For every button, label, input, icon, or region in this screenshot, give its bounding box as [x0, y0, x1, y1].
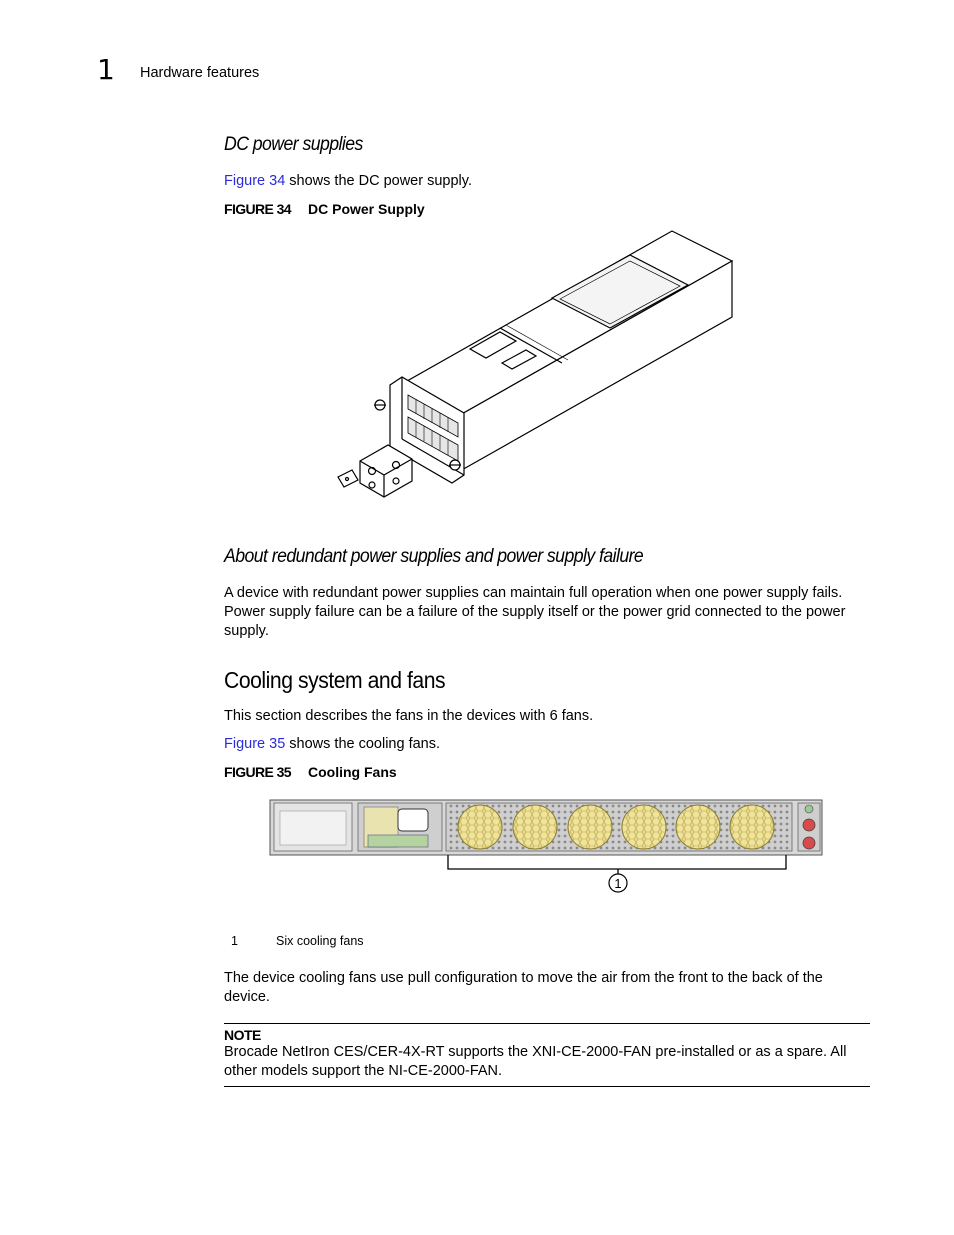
- dc-intro-text: shows the DC power supply.: [285, 173, 472, 189]
- redundant-power-paragraph: A device with redundant power supplies can maintain full operation when one power supply fails. Power supply failure can be a failure of the supply itself or the power grid connected to the power supply.: [224, 585, 846, 639]
- note-text: Brocade NetIron CES/CER-4X-RT supports the XNI-CE-2000-FAN pre-installed or as a spare. All other models support the NI-CE-2000-FAN.: [224, 1044, 847, 1079]
- cooling-fans-illustration: [268, 797, 828, 897]
- cooling-figure-intro-text: shows the cooling fans.: [285, 736, 441, 752]
- dc-power-supply-illustration: [330, 225, 740, 500]
- figure-34-title: DC Power Supply: [308, 201, 425, 217]
- legend-text: Six cooling fans: [276, 934, 364, 948]
- cooling-intro-paragraph: This section describes the fans in the devices with 6 fans.: [224, 708, 594, 724]
- cooling-figure-intro: [224, 735, 440, 754]
- figure-35-title: Cooling Fans: [308, 764, 397, 780]
- figure-35-number: FIGURE 35: [224, 764, 291, 780]
- legend-number: 1: [231, 934, 238, 948]
- cooling-system-heading: Cooling system and fans: [224, 667, 446, 693]
- figure-35-caption: [224, 764, 397, 780]
- note-top-rule: [224, 1023, 870, 1024]
- chapter-number: 1: [97, 53, 115, 86]
- fans-callout-number: 1: [614, 876, 622, 891]
- running-header: Hardware features: [140, 65, 260, 81]
- figure-34-number: FIGURE 34: [224, 201, 291, 217]
- redundant-power-heading: About redundant power supplies and power supply failure: [224, 546, 644, 567]
- figure-34-link[interactable]: Figure 34: [224, 173, 286, 189]
- note-bottom-rule: [224, 1086, 870, 1087]
- figure-35-link[interactable]: Figure 35: [224, 736, 286, 752]
- note-label: NOTE: [224, 1027, 261, 1043]
- dc-power-supplies-heading: DC power supplies: [224, 134, 363, 155]
- cooling-fans-paragraph: The device cooling fans use pull configuration to move the air from the front to the back of the device.: [224, 970, 823, 1005]
- figure-34-caption: [224, 201, 425, 217]
- dc-intro-paragraph: [224, 172, 472, 191]
